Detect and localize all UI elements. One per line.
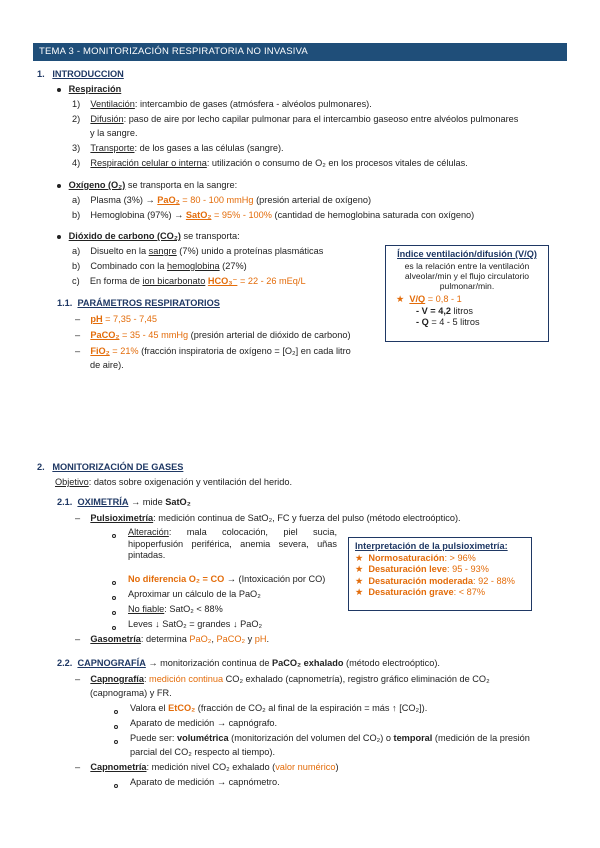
subsection-2-1-heading: [57, 497, 191, 509]
subsection-rest: → monitorización continua de: [145, 658, 272, 668]
nofiable-term: No fiable: [128, 604, 165, 614]
subsection-title: OXIMETRÍA: [77, 497, 129, 507]
gaso-sep: y: [245, 634, 255, 644]
item-term: Ventilación: [90, 99, 135, 109]
item-letter: a): [72, 195, 81, 205]
oxigeno-rest: se transporta en la sangre:: [125, 180, 238, 190]
section-1-heading: [37, 69, 124, 81]
list-item: [72, 210, 474, 222]
param-item-continuation: de aire).: [90, 360, 124, 370]
interp-value: : 92 - 88%: [473, 575, 515, 586]
circle-bullet-icon: [114, 721, 118, 733]
interp-label: Desaturación moderada: [368, 575, 474, 586]
item-pre: Combinado con la: [90, 261, 167, 271]
aparato-item: Aparato de medición → capnómetro.: [130, 777, 280, 787]
param-item: – FiO₂ = 21% (fracción inspiratoria de oxígeno = [O₂] en cada litro: [75, 346, 351, 356]
star-icon: ★: [355, 564, 364, 574]
subsection-rest: → mide: [128, 497, 166, 507]
section-2-number: 2.: [37, 462, 45, 472]
circle-bullet-icon: [112, 592, 116, 604]
item-letter: b): [72, 261, 81, 271]
subsection-title: PARÁMETROS RESPIRATORIOS: [77, 298, 220, 308]
list-item: [72, 114, 518, 126]
hco3-value: = 22 - 26 mEq/L: [237, 276, 306, 286]
item-text: : utilización o consumo de O₂ en los procesos vitales de células.: [206, 158, 468, 168]
vq-row: [392, 294, 542, 306]
capnometria-item: – Capnometría: medición nivel CO₂ exhalado (valor numérico): [75, 762, 339, 772]
topic-banner: TEMA 3 - MONITORIZACIÓN RESPIRATORIA NO INVASIVA: [33, 43, 567, 61]
item-term: Difusión: [90, 114, 124, 124]
item-pre: En forma de: [89, 276, 143, 286]
star-icon: ★: [355, 575, 364, 586]
pulsioximetria-term: Pulsioximetría: [90, 513, 154, 523]
sato2-bold: SatO₂: [165, 497, 191, 507]
q-row: [392, 317, 542, 329]
oxigeno-title: Oxígeno (O₂): [68, 180, 126, 190]
sato2-value: = 95% - 100%: [211, 210, 272, 220]
circle-bullet-icon: [112, 622, 116, 634]
param-item: – pH = 7,35 - 7,45: [75, 314, 157, 324]
star-icon: ★: [355, 587, 364, 597]
pao2-term: PaO₂: [157, 195, 180, 205]
co2-title: Dióxido de carbono (CO₂): [68, 231, 181, 241]
item-term: Transporte: [90, 143, 135, 153]
item-pre: Disuelto en la: [90, 246, 149, 256]
puede-item: [130, 733, 530, 745]
ph-term: pH: [90, 314, 103, 324]
star-icon: ★: [355, 552, 364, 563]
item-term: sangre: [148, 246, 177, 256]
respiracion-heading: [57, 84, 121, 96]
vq-box-desc: es la relación entre la ventilación alveolar/min y el flujo circulatorio pulmonar/min.: [404, 260, 530, 292]
item-term: ion bicarbonato: [142, 276, 206, 286]
capnometria-text: : medición nivel CO₂ exhalado (: [146, 762, 276, 772]
puede-continuation: parcial del CO₂ respecto al tiempo).: [130, 747, 276, 757]
gasometria-text: : determina: [140, 634, 190, 644]
v-label: - V: [416, 305, 428, 316]
objective-term: Objetivo: [55, 477, 89, 487]
vq-box-title: Índice ventilación/difusión (V/Q): [397, 249, 537, 259]
alteracion-term: Alteración: [128, 527, 169, 537]
v-row: [392, 306, 542, 318]
capnografia-sep: :: [143, 674, 150, 684]
etco2-term: EtCO₂: [168, 703, 196, 713]
item-pre: Plasma (3%) →: [90, 195, 158, 205]
paco2-exhalado: PaCO₂ exhalado: [271, 658, 344, 668]
nodiferencia-term: No diferencia O₂ = CO: [128, 574, 225, 584]
v-value: = 4,2: [427, 305, 451, 316]
item-text: : intercambio de gases (atmósfera - alvéolos pulmonares).: [134, 99, 372, 109]
circle-bullet-icon: [114, 736, 118, 748]
subsection-1-1-heading: [57, 298, 220, 310]
gasometria-item: – Gasometría: determina PaO₂, PaCO₂ y pH.: [75, 634, 270, 644]
list-item: [72, 246, 323, 258]
interp-box-title: Interpretación de la pulsioximetría:: [355, 541, 508, 551]
subsection-rest-end: (método electroóptico).: [343, 658, 440, 668]
alteracion-item: [128, 527, 337, 562]
list-item: [72, 261, 247, 273]
capnometria-term: Capnometría: [90, 762, 147, 772]
bullet-icon: [57, 184, 61, 188]
co2-rest: se transporta:: [180, 231, 240, 241]
interp-value: : > 96%: [444, 552, 476, 563]
item-letter: c): [72, 276, 80, 286]
interp-label: Desaturación grave: [368, 587, 454, 597]
list-item: [72, 143, 284, 155]
puede-pre: Puede ser:: [130, 733, 177, 743]
interp-row: [355, 553, 525, 565]
gaso-pao2: PaO₂: [189, 634, 212, 644]
subsection-number: 2.1.: [57, 497, 73, 507]
vq-info-box: [385, 245, 549, 342]
paco2-value: = 35 - 45 mmHg: [119, 330, 189, 340]
vq-value: = 0,8 - 1: [425, 294, 462, 305]
q-value: = 4 - 5 litros: [428, 317, 480, 328]
subsection-number: 1.1.: [57, 298, 73, 308]
sato2-term: SatO₂: [185, 210, 212, 220]
nofiable-text: : SatO₂ < 88%: [164, 604, 223, 614]
interp-row: [355, 576, 525, 588]
list-item-continuation: y la sangre.: [90, 128, 138, 138]
gaso-sep: ,: [211, 634, 217, 644]
gaso-paco2: PaCO₂: [216, 634, 246, 644]
oxigeno-heading: [57, 180, 237, 192]
q-label: - Q: [416, 317, 429, 328]
list-item: [72, 195, 371, 207]
puede-mid: (monitorización del volumen del CO₂) o: [228, 733, 394, 743]
section-2-title: MONITORIZACIÓN DE GASES: [52, 462, 184, 472]
item-text: : paso de aire por lecho capilar pulmonar para el intercambio gaseoso entre alvéolos pulmonares: [123, 114, 519, 124]
leves-item: Leves ↓ SatO₂ = grandes ↓ PaO₂: [128, 619, 263, 629]
capnografia-highlight: medición continua: [149, 674, 224, 684]
circle-bullet-icon: [112, 607, 116, 619]
item-number: 1): [72, 99, 81, 109]
capnografia-term: Capnografía: [90, 674, 144, 684]
valora-text: (fracción de CO₂ al final de la espiración = más ↑ [CO₂]).: [195, 703, 428, 713]
pao2-value: = 80 - 100 mmHg: [179, 195, 254, 205]
puede-end: (medición de la presión: [432, 733, 530, 743]
hco3-term: HCO₃⁻: [207, 276, 238, 286]
item-text: : de los gases a las células (sangre).: [134, 143, 284, 153]
pulsioximetria-interpretation-box: [348, 537, 532, 611]
respiracion-title: Respiración: [68, 84, 122, 94]
subsection-2-2-heading: [57, 658, 440, 670]
bullet-icon: [57, 88, 61, 92]
item-post: (cantidad de hemoglobina saturada con oxígeno): [271, 210, 475, 220]
capnometria-end: ): [335, 762, 339, 772]
bullet-icon: [57, 235, 61, 239]
param-item: – PaCO₂ = 35 - 45 mmHg (presión arterial de dióxido de carbono): [75, 330, 351, 340]
capnometria-highlight: valor numérico: [275, 762, 336, 772]
valora-item: [130, 703, 427, 715]
capnografia-item: – Capnografía: medición continua CO₂ exhalado (capnometría), registro gráfico eliminación de CO₂: [75, 674, 490, 684]
fio2-value: = 21%: [109, 346, 139, 356]
list-item: [72, 99, 372, 111]
gaso-ph: pH: [254, 634, 267, 644]
item-number: 2): [72, 114, 81, 124]
gaso-end: .: [266, 634, 270, 644]
aparato-item: Aparato de medición → capnógrafo.: [130, 718, 278, 728]
pulsioximetria-item: – Pulsioximetría: medición continua de SatO₂, FC y fuerza del pulso (método electroóptico).: [75, 513, 461, 523]
interp-value: : 95 - 93%: [447, 564, 489, 574]
item-term: hemoglobina: [167, 261, 220, 271]
item-pre: Hemoglobina (97%) →: [90, 210, 186, 220]
list-item: [72, 158, 468, 170]
vq-label: V/Q: [409, 294, 426, 305]
interp-row: [355, 587, 525, 599]
interp-row: [355, 564, 525, 576]
item-term: Respiración celular o interna: [90, 158, 207, 168]
nodiferencia-item: [128, 574, 325, 586]
item-post: (27%): [219, 261, 247, 271]
interp-label: Desaturación leve: [368, 564, 448, 574]
subsection-number: 2.2.: [57, 658, 73, 668]
section-2-heading: [37, 462, 183, 474]
v-unit: litros: [451, 305, 473, 316]
co2-heading: [57, 231, 240, 243]
valora-pre: Valora el: [130, 703, 169, 713]
section-1-number: 1.: [37, 69, 45, 79]
circle-bullet-icon: [114, 780, 118, 792]
ph-value: = 7,35 - 7,45: [102, 314, 157, 324]
star-icon: ★: [396, 294, 405, 305]
circle-bullet-icon: [112, 530, 116, 542]
objective-line: [55, 477, 292, 489]
pulsioximetria-text: : medición continua de SatO₂, FC y fuerza del pulso (método electroóptico).: [153, 513, 461, 523]
subsection-title: CAPNOGRAFÍA: [77, 658, 146, 668]
item-number: 4): [72, 158, 81, 168]
nofiable-item: [128, 604, 223, 616]
objective-text: : datos sobre oxigenación y ventilación del herido.: [88, 477, 292, 487]
item-letter: b): [72, 210, 81, 220]
fio2-desc: (fracción inspiratoria de oxígeno = [O₂] en cada litro: [138, 346, 351, 356]
fio2-term: FiO₂: [90, 346, 110, 356]
paco2-desc: (presión arterial de dióxido de carbono): [188, 330, 351, 340]
section-1-title: INTRODUCCION: [52, 69, 124, 79]
gasometria-term: Gasometría: [90, 634, 141, 644]
interp-label: Normosaturación: [368, 552, 445, 563]
circle-bullet-icon: [112, 577, 116, 589]
aproximar-item: Aproximar un cálculo de la PaO₂: [128, 589, 261, 599]
item-post: (presión arterial de oxígeno): [253, 195, 372, 205]
circle-bullet-icon: [114, 706, 118, 718]
item-post: (7%) unido a proteínas plasmáticas: [176, 246, 324, 256]
alteracion-text: : mala colocación, piel sucia, hipoperfusión periférica, anemia severa, uñas pintadas.: [128, 527, 337, 560]
item-number: 3): [72, 143, 81, 153]
list-item: [72, 276, 306, 288]
nodiferencia-text: → (Intoxicación por CO): [224, 574, 326, 584]
paco2-term: PaCO₂: [90, 330, 120, 340]
volumetrica-term: volumétrica: [177, 733, 229, 743]
capnografia-continuation: (capnograma) y FR.: [90, 688, 172, 698]
temporal-term: temporal: [393, 733, 433, 743]
item-letter: a): [72, 246, 81, 256]
interp-value: : < 87%: [453, 587, 486, 597]
capnografia-text: CO₂ exhalado (capnometría), registro gráfico eliminación de CO₂: [223, 674, 490, 684]
